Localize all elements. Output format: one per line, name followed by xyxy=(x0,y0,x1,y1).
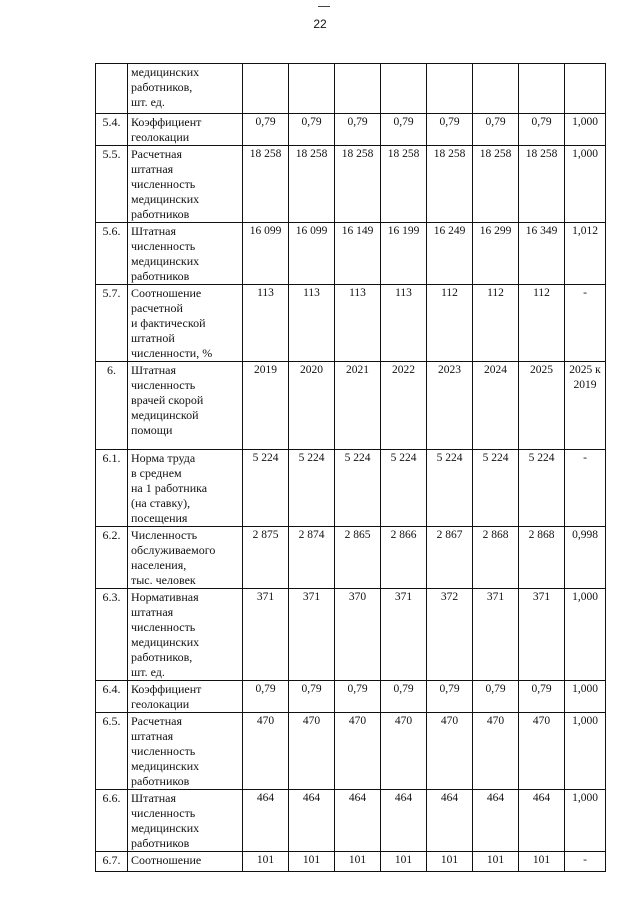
year-value-cell: 2 866 xyxy=(381,527,427,589)
year-value-cell: 112 xyxy=(519,285,565,362)
year-value-cell xyxy=(427,64,473,114)
year-value-cell: 16 249 xyxy=(427,223,473,285)
year-value-cell: 101 xyxy=(243,852,289,872)
year-value-cell: 18 258 xyxy=(289,146,335,223)
year-value-cell: 470 xyxy=(243,713,289,790)
year-value-cell: 0,79 xyxy=(473,681,519,713)
year-value-cell: 2 868 xyxy=(473,527,519,589)
row-number-cell xyxy=(96,64,128,114)
year-value-cell xyxy=(289,64,335,114)
table-body xyxy=(96,64,606,872)
table-row xyxy=(96,114,606,146)
year-value-cell: 16 299 xyxy=(473,223,519,285)
year-value-cell: 0,79 xyxy=(381,681,427,713)
year-value-cell: 18 258 xyxy=(243,146,289,223)
year-value-cell: 0,79 xyxy=(289,681,335,713)
indicator-label-cell: Соотношение xyxy=(128,852,243,872)
table-row xyxy=(96,852,606,872)
year-value-cell xyxy=(335,64,381,114)
row-number-cell: 6.2. xyxy=(96,527,128,589)
year-value-cell: 464 xyxy=(289,790,335,852)
year-value-cell: 101 xyxy=(427,852,473,872)
year-value-cell: 2025 xyxy=(519,362,565,450)
indicator-label-cell: Коэффициент геолокации xyxy=(128,114,243,146)
indicator-label-cell: Расчетная штатная численность медицинских работников xyxy=(128,146,243,223)
table-row xyxy=(96,681,606,713)
year-value-cell: 101 xyxy=(381,852,427,872)
year-value-cell: 2 875 xyxy=(243,527,289,589)
indicator-label-cell: Штатная численность медицинских работников xyxy=(128,790,243,852)
year-value-cell: 113 xyxy=(243,285,289,362)
year-value-cell: 2024 xyxy=(473,362,519,450)
ratio-value-cell: 1,000 xyxy=(565,146,606,223)
table-row xyxy=(96,527,606,589)
year-value-cell: 112 xyxy=(473,285,519,362)
ratio-value-cell: 1,000 xyxy=(565,681,606,713)
table-row xyxy=(96,450,606,527)
indicator-label-cell: медицинских работников, шт. ед. xyxy=(128,64,243,114)
row-number-cell: 6.5. xyxy=(96,713,128,790)
year-value-cell: 372 xyxy=(427,589,473,681)
indicator-label-cell: Расчетная штатная численность медицинских работников xyxy=(128,713,243,790)
year-value-cell: 0,79 xyxy=(335,114,381,146)
row-number-cell: 5.5. xyxy=(96,146,128,223)
ratio-value-cell: 2025 к 2019 xyxy=(565,362,606,450)
table-row xyxy=(96,64,606,114)
year-value-cell: 101 xyxy=(519,852,565,872)
row-number-cell: 5.6. xyxy=(96,223,128,285)
year-value-cell xyxy=(243,64,289,114)
year-value-cell: 464 xyxy=(243,790,289,852)
ratio-value-cell: - xyxy=(565,450,606,527)
table-row xyxy=(96,790,606,852)
year-value-cell: 0,79 xyxy=(335,681,381,713)
year-value-cell: 370 xyxy=(335,589,381,681)
year-value-cell: 5 224 xyxy=(335,450,381,527)
year-value-cell: 2 867 xyxy=(427,527,473,589)
year-value-cell: 0,79 xyxy=(427,114,473,146)
year-value-cell: 371 xyxy=(473,589,519,681)
year-value-cell: 0,79 xyxy=(381,114,427,146)
table-row xyxy=(96,362,606,450)
indicator-label-cell: Коэффициент геолокации xyxy=(128,681,243,713)
year-value-cell: 470 xyxy=(427,713,473,790)
year-value-cell: 0,79 xyxy=(519,681,565,713)
year-value-cell xyxy=(519,64,565,114)
year-value-cell: 0,79 xyxy=(289,114,335,146)
year-value-cell: 464 xyxy=(427,790,473,852)
year-value-cell: 470 xyxy=(473,713,519,790)
staffing-table xyxy=(95,63,606,872)
year-value-cell: 101 xyxy=(289,852,335,872)
year-value-cell: 2023 xyxy=(427,362,473,450)
year-value-cell: 18 258 xyxy=(381,146,427,223)
table-row xyxy=(96,223,606,285)
row-number-cell: 6.7. xyxy=(96,852,128,872)
year-value-cell: 2021 xyxy=(335,362,381,450)
year-value-cell: 16 099 xyxy=(289,223,335,285)
row-number-cell: 6.1. xyxy=(96,450,128,527)
indicator-label-cell: Численность обслуживаемого населения, тыс. человек xyxy=(128,527,243,589)
year-value-cell: 2 868 xyxy=(519,527,565,589)
year-value-cell: 18 258 xyxy=(473,146,519,223)
row-number-cell: 6. xyxy=(96,362,128,450)
year-value-cell: 2020 xyxy=(289,362,335,450)
year-value-cell: 464 xyxy=(473,790,519,852)
year-value-cell xyxy=(381,64,427,114)
indicator-label-cell: Штатная численность медицинских работников xyxy=(128,223,243,285)
year-value-cell: 16 099 xyxy=(243,223,289,285)
year-value-cell: 5 224 xyxy=(243,450,289,527)
year-value-cell: 0,79 xyxy=(427,681,473,713)
year-value-cell: 2022 xyxy=(381,362,427,450)
row-number-cell: 6.4. xyxy=(96,681,128,713)
year-value-cell: 5 224 xyxy=(519,450,565,527)
ratio-value-cell: 1,000 xyxy=(565,589,606,681)
year-value-cell: 2 874 xyxy=(289,527,335,589)
year-value-cell: 371 xyxy=(243,589,289,681)
year-value-cell: 101 xyxy=(473,852,519,872)
year-value-cell: 0,79 xyxy=(243,114,289,146)
row-number-cell: 6.3. xyxy=(96,589,128,681)
table-row xyxy=(96,146,606,223)
year-value-cell: 470 xyxy=(519,713,565,790)
year-value-cell: 371 xyxy=(289,589,335,681)
table-row xyxy=(96,285,606,362)
year-value-cell: 470 xyxy=(289,713,335,790)
year-value-cell: 18 258 xyxy=(335,146,381,223)
page-header-dash xyxy=(318,6,330,7)
indicator-label-cell: Нормативная штатная численность медицинских работников, шт. ед. xyxy=(128,589,243,681)
year-value-cell: 464 xyxy=(519,790,565,852)
indicator-label-cell: Штатная численность врачей скорой медицинской помощи xyxy=(128,362,243,450)
year-value-cell: 113 xyxy=(335,285,381,362)
year-value-cell: 371 xyxy=(519,589,565,681)
row-number-cell: 5.7. xyxy=(96,285,128,362)
year-value-cell: 5 224 xyxy=(473,450,519,527)
year-value-cell: 464 xyxy=(335,790,381,852)
year-value-cell: 371 xyxy=(381,589,427,681)
year-value-cell: 16 199 xyxy=(381,223,427,285)
year-value-cell: 470 xyxy=(381,713,427,790)
year-value-cell: 18 258 xyxy=(519,146,565,223)
ratio-value-cell: 1,012 xyxy=(565,223,606,285)
page-number: 22 xyxy=(313,17,327,31)
year-value-cell: 0,79 xyxy=(519,114,565,146)
year-value-cell: 0,79 xyxy=(243,681,289,713)
ratio-value-cell xyxy=(565,64,606,114)
year-value-cell: 18 258 xyxy=(427,146,473,223)
year-value-cell: 16 149 xyxy=(335,223,381,285)
year-value-cell: 0,79 xyxy=(473,114,519,146)
table-row xyxy=(96,589,606,681)
year-value-cell: 101 xyxy=(335,852,381,872)
ratio-value-cell: 1,000 xyxy=(565,114,606,146)
row-number-cell: 6.6. xyxy=(96,790,128,852)
year-value-cell: 112 xyxy=(427,285,473,362)
ratio-value-cell: 1,000 xyxy=(565,713,606,790)
indicator-label-cell: Норма труда в среднем на 1 работника (на ставку), посещения xyxy=(128,450,243,527)
indicator-label-cell: Соотношение расчетной и фактической штатной численности, % xyxy=(128,285,243,362)
year-value-cell: 2 865 xyxy=(335,527,381,589)
year-value-cell: 5 224 xyxy=(381,450,427,527)
year-value-cell: 113 xyxy=(381,285,427,362)
ratio-value-cell: - xyxy=(565,285,606,362)
ratio-value-cell: 0,998 xyxy=(565,527,606,589)
year-value-cell: 16 349 xyxy=(519,223,565,285)
year-value-cell: 5 224 xyxy=(427,450,473,527)
year-value-cell: 470 xyxy=(335,713,381,790)
ratio-value-cell: - xyxy=(565,852,606,872)
year-value-cell xyxy=(473,64,519,114)
year-value-cell: 2019 xyxy=(243,362,289,450)
year-value-cell: 5 224 xyxy=(289,450,335,527)
ratio-value-cell: 1,000 xyxy=(565,790,606,852)
table-row xyxy=(96,713,606,790)
year-value-cell: 113 xyxy=(289,285,335,362)
year-value-cell: 464 xyxy=(381,790,427,852)
row-number-cell: 5.4. xyxy=(96,114,128,146)
